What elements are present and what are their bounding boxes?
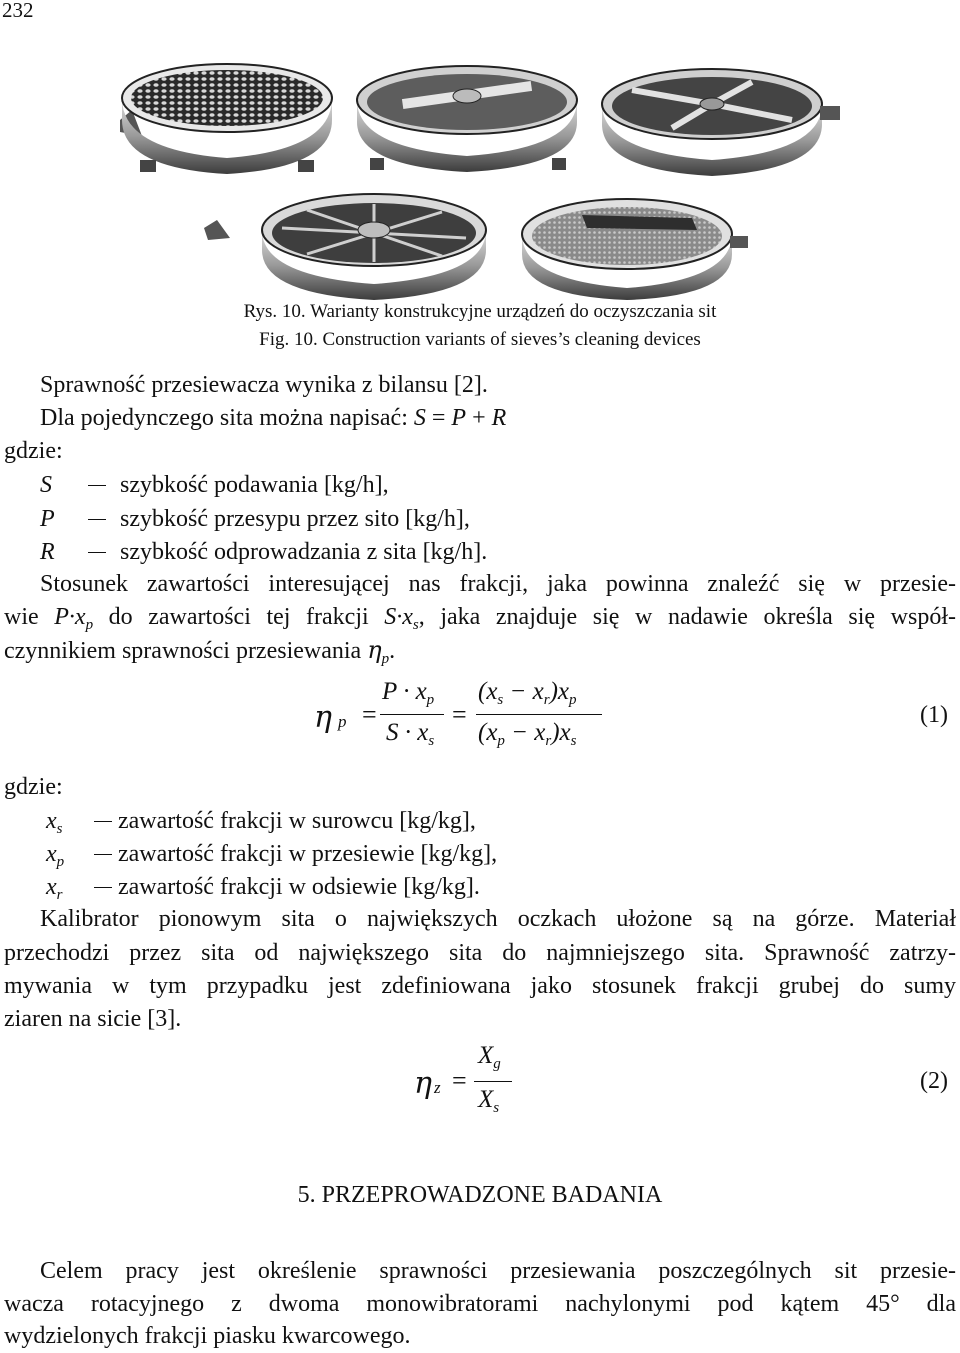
sieve-devices-figure [112,40,844,302]
figure-caption-pl: Rys. 10. Warianty konstrukcyjne urządzeń do oczyszczania sit [243,301,717,322]
device-perforated-plate [120,64,332,174]
calibrator-text-line4: ziaren na sicie [3]. [4,1006,182,1032]
definition-S: S szybkość podawania [kg/h], [40,472,389,498]
calibrator-text-line2: przechodzi przez sita od największego sita do najmniejszego sita. Sprawność zatrzy- [4,940,956,966]
definition-P: P szybkość przesypu przez sito [kg/h], [40,506,470,532]
calibrator-text-line3: mywania w tym przypadku jest zdefiniowana jako stosunek frakcji grubej do sumy [4,973,956,999]
section-heading: 5. PRZEPROWADZONE BADANIA [297,1182,663,1208]
device-spokes [204,194,486,300]
where-label-2: gdzie: [4,774,63,800]
definition-R: R szybkość odprowadzania z sita [kg/h]. [40,539,488,565]
efficiency-text-line2: wie $P\cdot x_p$ do zawartości tej frakcji $S\cdot x_s$, jaka znajduje się w nadawie określa się współ- [4,604,956,633]
where-label-1: gdzie: [4,438,63,464]
device-brushes [602,69,840,176]
definition-xs: $x_s$ zawartość frakcji w surowcu [kg/kg], [46,808,476,837]
figure-caption-en: Fig. 10. Construction variants of sieves’s cleaning devices [259,329,701,350]
aim-text-line2: wacza rotacyjnego z dwoma monowibratorami nachylonymi pod kątem 45° dla [4,1291,956,1317]
calibrator-text-line1: Kalibrator pionowym sita o największych oczkach ułożone są na górze. Materiał [40,906,956,932]
efficiency-text-line1: Stosunek zawartości interesującej nas frakcji, jaka powinna znaleźć się w przesie- [40,571,956,597]
efficiency-text-line3: czynnikiem sprawności przesiewania $\eta_p$. [4,636,396,667]
device-rotating-arm [357,66,577,172]
aim-text-line1: Celem pracy jest określenie sprawności przesiewania poszczególnych sit przesie- [40,1258,956,1284]
definition-xr: $x_r$ zawartość frakcji w odsiewie [kg/kg]. [46,874,480,903]
equation-1-number: (1) [920,702,948,728]
balance-intro: Sprawność przesiewacza wynika z bilansu [2]. [40,372,488,398]
page-number: 232 [2,0,34,22]
single-sieve-equation: Dla pojedynczego sita można napisać: S = P + R [40,405,507,431]
definition-xp: $x_p$ zawartość frakcji w przesiewie [kg/kg], [46,841,498,870]
equation-2-number: (2) [920,1068,948,1094]
device-mesh-blade [522,199,748,300]
aim-text-line3: wydzielonych frakcji piasku kwarcowego. [4,1323,411,1349]
